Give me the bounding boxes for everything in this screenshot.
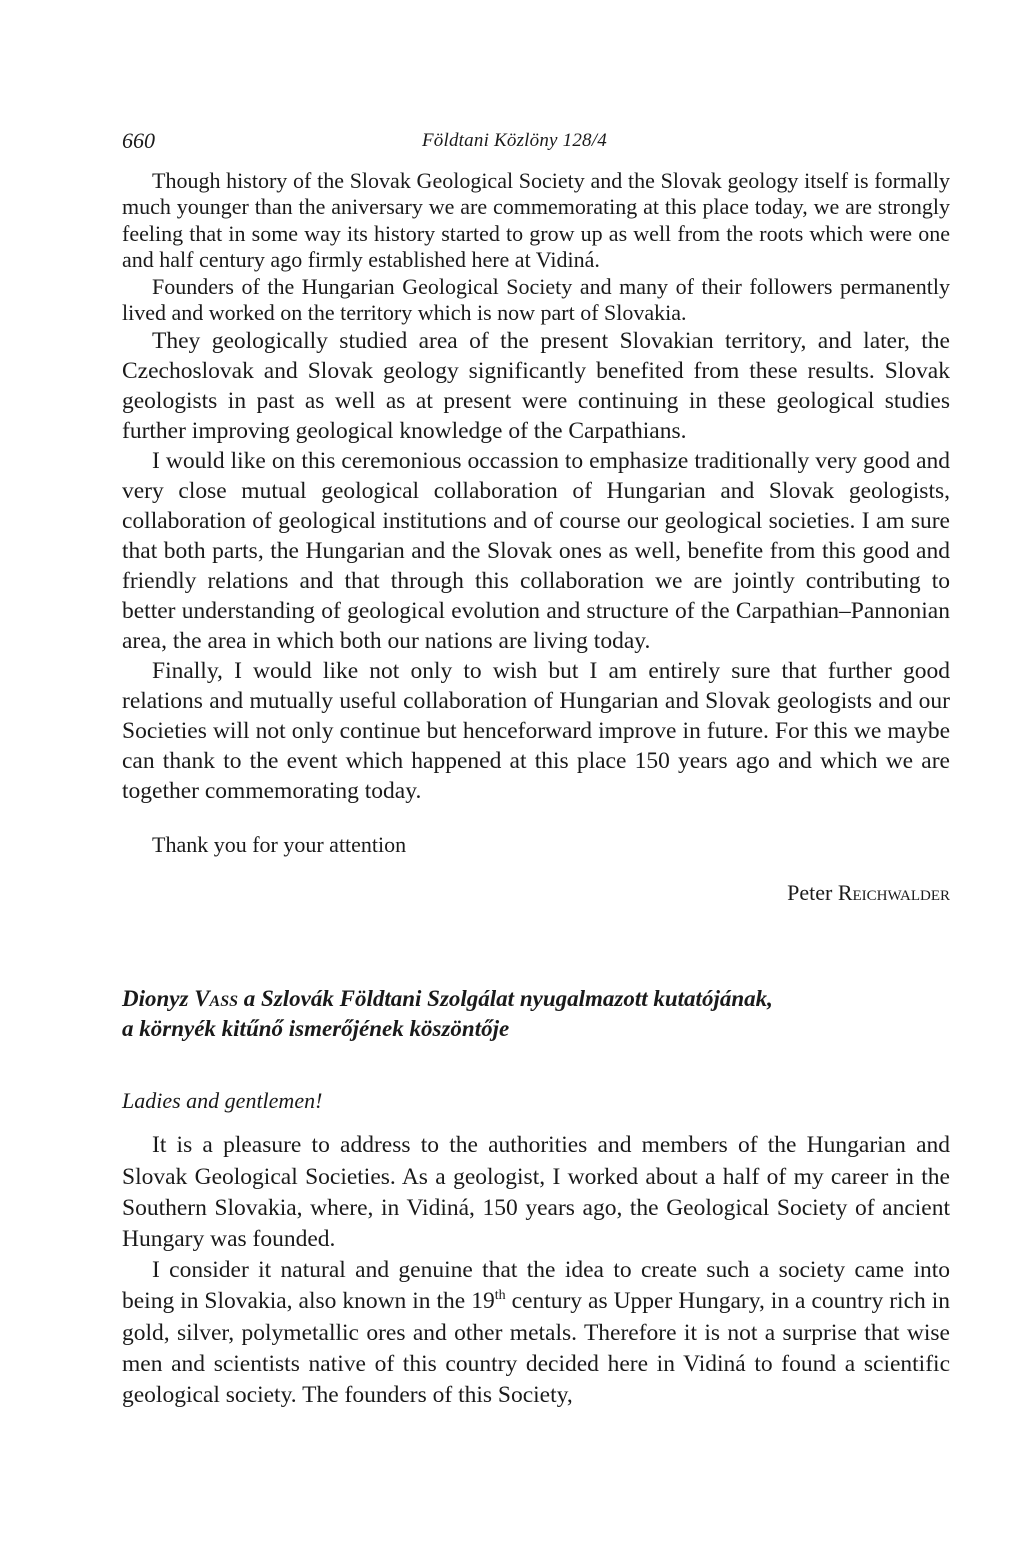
paragraph (122, 1255, 950, 1411)
section-title (122, 984, 950, 1044)
paragraph: Though history of the Slovak Geological Society and the Slovak geology itself is formally much younger than the aniversary we are commemorating at this place today, we are strongly feeling that in some way its history started to grow up as well from the roots which were one and half century ago firmly established here at Vidiná. (122, 168, 950, 273)
paragraph: Finally, I would like not only to wish but I am entirely sure that further good relations and mutually useful collaboration of Hungarian and Slovak geologists and our Societies will not only continue but henceforward improve in future. For this we maybe can thank to the event which happened at this place 150 years ago and which we are together commemorating today. (122, 658, 950, 805)
paragraph: I would like on this ceremonious occassion to emphasize traditionally very good and very close mutual geological collaboration of Hungarian and Slovak geologists, collaboration of geological institutions and of course our geological societies. I am sure that both parts, the Hungarian and the Slovak ones as well, benefite from this good and friendly relations and that through this collaboration we are jointly contributing to better understanding of geological evolution and structure of the Carpathian–Pannonian area, the area in which both our nations are living today. (122, 448, 950, 655)
journal-title: Földtani Közlöny 128/4 (422, 130, 607, 151)
closing-line: Thank you for your attention (152, 832, 407, 858)
title-surname: Vass (194, 986, 239, 1012)
signature (122, 878, 950, 908)
paragraph: It is a pleasure to address to the authorities and members of the Hungarian and Slovak Geological Societies. As a geologist, I worked about a half of my career in the Southern Slovakia, where, in Vidiná, 150 years ago, the Geological Society of ancient Hungary was founded. (122, 1132, 950, 1253)
paragraph-text: century as Upper Hungary, in a country rich in gold, silver, polymetallic ores and other metals. Therefore it is not a surprise that wise men and scientists native of this country decided here in Vidiná to found a scientific geological society. The founders of this Society, (122, 1288, 950, 1409)
signature-first-name: Peter (787, 880, 838, 906)
paragraph-text: I consider it natural and genuine that the idea to create such a society came into being in Slovakia, also known in the 19 (122, 1257, 950, 1315)
section-title-line-1 (122, 984, 950, 1014)
paragraph: They geologically studied area of the present Slovakian territory, and later, the Czechoslovak and Slovak geology significantly benefited from these results. Slovak geologists in past as well as at present were continuing in these geological studies further improving geological knowledge of the Carpathians. (122, 328, 950, 445)
speech-part-1 (122, 168, 950, 326)
superscript: th (494, 1288, 506, 1304)
title-text: Dionyz (122, 986, 195, 1012)
signature-surname: Reichwalder (837, 880, 950, 906)
greeting: Ladies and gentlemen! (122, 1088, 323, 1114)
speech-2-body (122, 1130, 950, 1411)
page-number: 660 (122, 128, 155, 153)
section-title-line-2: a környék kitűnő ismerőjének köszöntője (122, 1016, 510, 1042)
document-page (122, 128, 950, 1411)
paragraph: Founders of the Hungarian Geological Society and many of their followers permanently lived and worked on the territory which is now part of Slovakia. (122, 273, 950, 326)
title-text: a Szlovák Földtani Szolgálat nyugalmazott kutatójának, (238, 986, 773, 1012)
running-head (122, 128, 950, 158)
speech-part-2 (122, 326, 950, 806)
